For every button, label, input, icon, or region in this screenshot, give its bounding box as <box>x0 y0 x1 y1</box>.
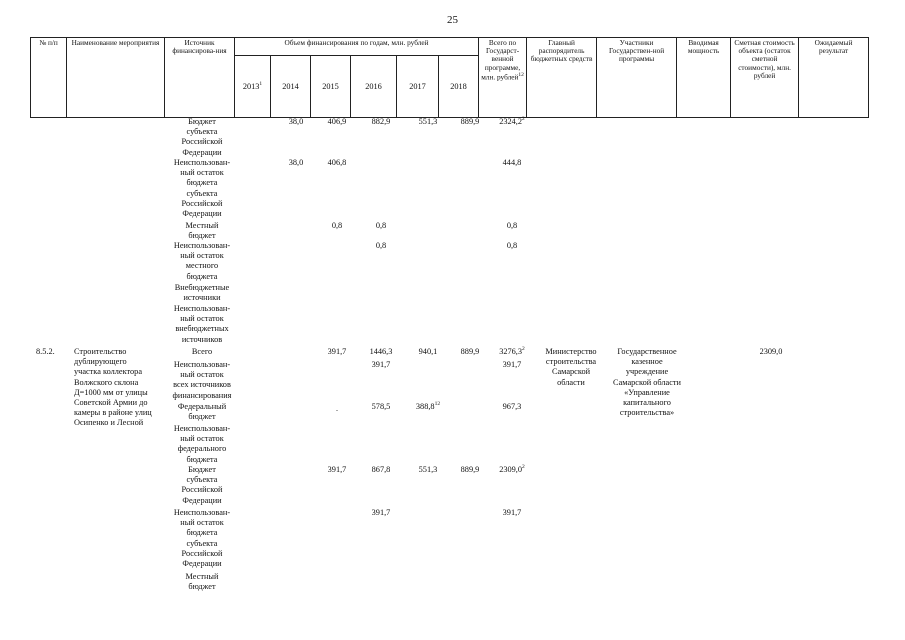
source-cell: Федеральный бюджет <box>177 402 227 422</box>
cost-cell: 2309,0 <box>759 347 783 356</box>
header-year-2018: 2018 <box>439 56 479 118</box>
value-cell: 388,8$^{12}$ <box>415 401 441 411</box>
header-funding: Объем финансирования по годам, млн. рублей <box>235 38 479 56</box>
source-cell: Неиспользован- ный остаток бюджета субъекта Российской Федерации <box>173 508 231 569</box>
participant-cell: Государственное казенное учреждение Самарской области «Управление капитального строительства» <box>613 347 681 418</box>
header-participants: Участники Государствен-ной программы <box>597 38 677 118</box>
value-cell: 406,9 <box>327 117 347 126</box>
header-num: № п/п <box>31 38 67 118</box>
source-cell: Бюджет субъекта Российской Федерации <box>181 465 223 505</box>
header-year-2016: 2016 <box>351 56 397 118</box>
value-cell: 882,9 <box>371 117 391 126</box>
value-cell: 0,8 <box>331 221 343 230</box>
value-cell: 867,8 <box>371 465 391 474</box>
value-cell: 391,7 <box>371 508 391 517</box>
value-cell: 38,0 <box>288 158 304 167</box>
header-source: Источник финансирова-ния <box>165 38 235 118</box>
total-cell: 444,8 <box>502 158 522 167</box>
total-cell: 2324,2$^2$ <box>499 116 525 126</box>
value-cell: 889,9 <box>460 347 480 356</box>
item-number: 8.5.2. <box>36 347 55 356</box>
total-cell: 3276,3$^2$ <box>499 346 525 356</box>
table-header <box>30 37 869 118</box>
item-name: Строительство дублирующего участка коллектора Волжского склона Д=1000 мм от улицы Советской Армии до камеры в районе улиц Осипенко и Лесной <box>74 347 152 428</box>
header-year-2015: 2015 <box>311 56 351 118</box>
value-cell: 551,3 <box>418 117 438 126</box>
source-cell: Неиспользован- ный остаток внебюджетных источников <box>173 304 231 344</box>
value-cell: 0,8 <box>375 241 387 250</box>
value-cell: 406,8 <box>327 158 347 167</box>
header-event: Наименование мероприятия <box>67 38 165 118</box>
total-cell: 967,3 <box>502 402 522 411</box>
value-cell: 391,7 <box>327 347 347 356</box>
header-year-2014: 2014 <box>271 56 311 118</box>
value-cell: 889,9 <box>460 465 480 474</box>
header-admin: Главный распорядитель бюджетных средств <box>527 38 597 118</box>
header-year-2017: 2017 <box>397 56 439 118</box>
value-cell: 889,9 <box>460 117 480 126</box>
source-cell: Неиспользован- ный остаток бюджета субъекта Российской Федерации <box>173 158 231 219</box>
source-cell: Местный бюджет <box>185 221 219 241</box>
source-cell: Неиспользован- ный остаток местного бюджета <box>173 241 231 281</box>
total-cell: 0,8 <box>506 221 518 230</box>
value-cell: - <box>336 408 338 414</box>
source-cell: Всего <box>191 347 213 356</box>
header-capacity: Вводимая мощность <box>677 38 731 118</box>
source-cell: Бюджет субъекта Российской Федерации <box>181 117 223 157</box>
total-cell: 391,7 <box>502 360 522 369</box>
value-cell: 38,0 <box>288 117 304 126</box>
header-year-2013: 2013$^1$ <box>235 56 271 118</box>
value-cell: 551,3 <box>418 465 438 474</box>
value-cell: 391,7 <box>371 360 391 369</box>
admin-cell: Министерство строительства Самарской области <box>545 347 597 387</box>
header-cost: Сметная стоимость объекта (остаток сметной стоимости), млн. рублей <box>731 38 799 118</box>
source-cell: Неиспользован- ный остаток всех источников финансирования <box>172 360 232 400</box>
source-cell: Местный бюджет <box>185 572 219 592</box>
value-cell: 1446,3 <box>369 347 393 356</box>
value-cell: 0,8 <box>375 221 387 230</box>
page-number: 25 <box>447 14 458 26</box>
header-result: Ожидаемый результат <box>799 38 869 118</box>
value-cell: 578,5 <box>371 402 391 411</box>
total-cell: 2309,0$^2$ <box>499 464 525 474</box>
total-cell: 0,8 <box>506 241 518 250</box>
header-total: Всего по Государст-венной программе, млн. рублей$^{12}$ <box>479 38 527 118</box>
source-cell: Неиспользован- ный остаток федерального бюджета <box>173 424 231 464</box>
source-cell: Внебюджетные источники <box>174 283 230 303</box>
value-cell: 391,7 <box>327 465 347 474</box>
total-cell: 391,7 <box>502 508 522 517</box>
value-cell: 940,1 <box>418 347 438 356</box>
